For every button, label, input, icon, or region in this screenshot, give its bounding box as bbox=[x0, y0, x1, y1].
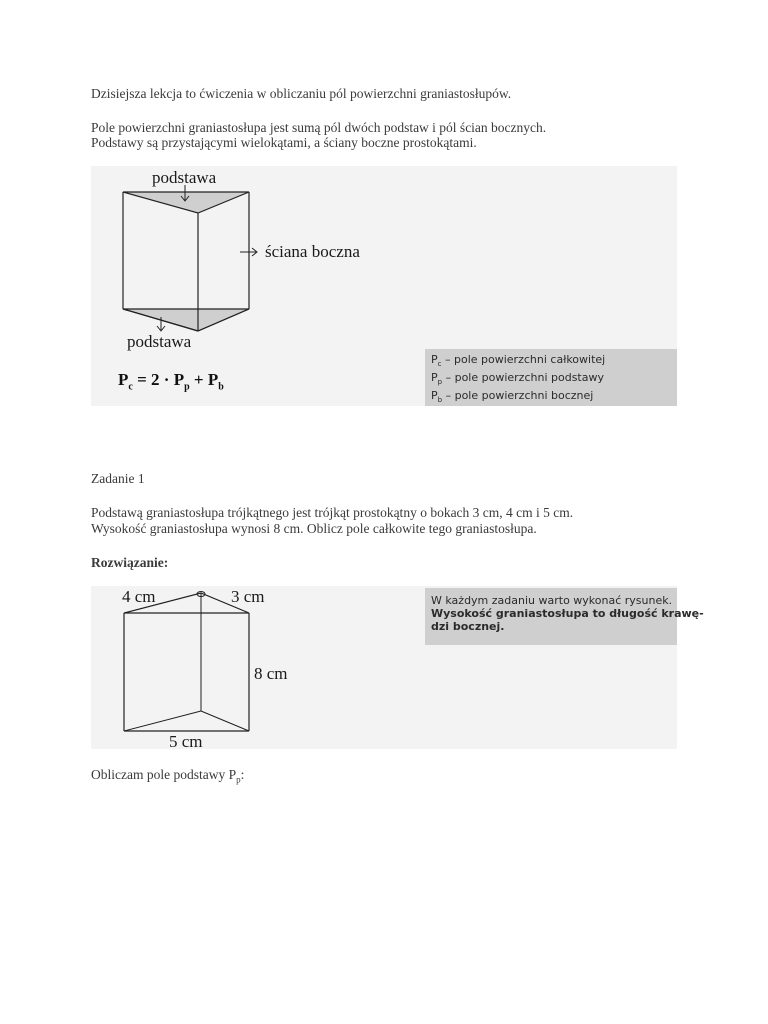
task-title: Zadanie 1 bbox=[91, 471, 145, 486]
tip-line-3: dzi bocznej. bbox=[431, 620, 505, 633]
label-side-face: ściana boczna bbox=[265, 242, 360, 261]
label-5cm: 5 cm bbox=[169, 732, 203, 749]
label-bottom-base: podstawa bbox=[127, 332, 192, 351]
top-base-shape bbox=[123, 192, 249, 213]
tip-line-1: W każdym zadaniu warto wykonać rysunek. bbox=[431, 594, 673, 607]
intro-line-3: Podstawy są przystającymi wielokątami, a ściany boczne prostokątami. bbox=[91, 135, 477, 150]
task-line-2: Wysokość graniastosłupa wynosi 8 cm. Oblicz pole całkowite tego graniastosłupa. bbox=[91, 521, 537, 536]
label-3cm: 3 cm bbox=[231, 587, 265, 606]
legend-row-pc: $P_c$ – pole powierzchni całkowitej bbox=[431, 353, 606, 369]
prism-diagram bbox=[91, 166, 677, 406]
tip-box bbox=[425, 588, 704, 645]
surface-area-formula: $P_c = 2 \cdot P_p + P_b$ bbox=[118, 370, 224, 393]
label-8cm: 8 cm bbox=[254, 664, 288, 683]
task-line-1: Podstawą graniastosłupa trójkątnego jest trójkąt prostokątny o bokach 3 cm, 4 cm i 5 cm. bbox=[91, 505, 574, 520]
legend-row-pp: $P_p$ – pole powierzchni podstawy bbox=[431, 371, 604, 387]
intro-line-2: Pole powierzchni graniastosłupa jest sumą pól dwóch podstaw i pól ścian bocznych. bbox=[91, 120, 547, 135]
intro-line-1: Dzisiejsza lekcja to ćwiczenia w obliczaniu pól powierzchni graniastosłupów. bbox=[91, 86, 512, 101]
legend-box bbox=[425, 349, 677, 406]
base-area-line: Obliczam pole podstawy $P_p$: bbox=[91, 767, 245, 785]
label-top-base: podstawa bbox=[152, 168, 217, 187]
label-4cm: 4 cm bbox=[122, 587, 156, 606]
solution-label: Rozwiązanie: bbox=[91, 555, 169, 570]
tip-line-2: Wysokość graniastosłupa to długość krawę- bbox=[431, 607, 704, 620]
prism-dimensions-diagram bbox=[91, 586, 704, 749]
legend-row-pb: $P_b$ – pole powierzchni bocznej bbox=[431, 389, 594, 405]
